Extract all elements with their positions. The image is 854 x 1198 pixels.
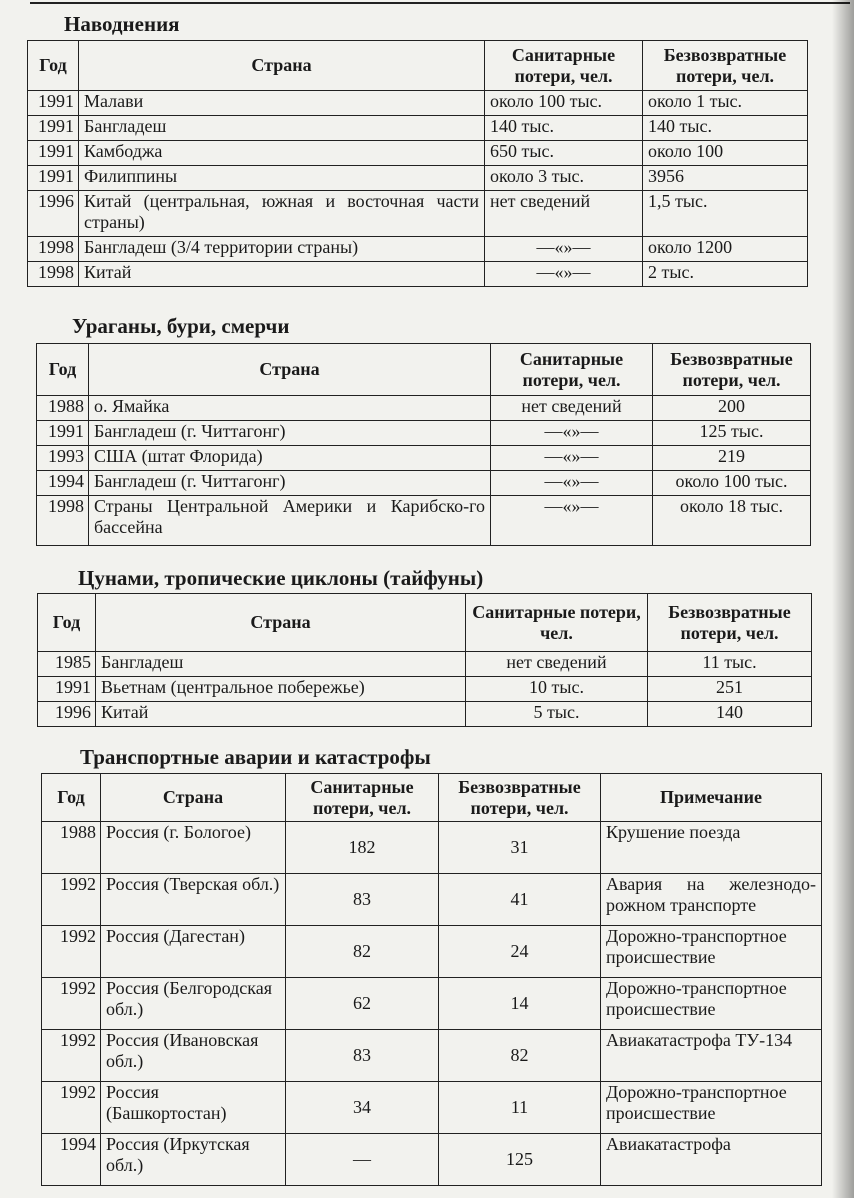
cell-sanitary: нет сведений <box>491 396 653 421</box>
table-row <box>38 652 812 677</box>
cell-fatal: 14 <box>439 978 601 1030</box>
cell-fatal: 140 <box>648 702 812 727</box>
table-row <box>37 471 811 496</box>
header-fatal: Безвозвратные потери, чел. <box>439 774 601 822</box>
cell-sanitary: около 3 тыс. <box>485 166 643 191</box>
cell-year: 1988 <box>42 822 101 874</box>
cell-country: Филиппины <box>79 166 485 191</box>
table-row <box>37 421 811 446</box>
table-transport <box>41 773 822 1186</box>
cell-fatal: около 1200 <box>643 237 808 262</box>
cell-sanitary: —«»— <box>491 421 653 446</box>
cell-sanitary: 83 <box>286 1030 439 1082</box>
section-title-transport: Транспортные аварии и катастрофы <box>80 745 431 769</box>
cell-year: 1992 <box>42 874 101 926</box>
cell-country: Малави <box>79 91 485 116</box>
top-rule <box>30 2 850 4</box>
cell-fatal: 11 <box>439 1082 601 1134</box>
cell-country: Бангладеш (г. Читтагонг) <box>89 471 491 496</box>
header-fatal: Безвозвратные потери, чел. <box>648 594 812 652</box>
cell-year: 1991 <box>28 166 79 191</box>
cell-year: 1993 <box>37 446 89 471</box>
header-fatal: Безвозвратные потери, чел. <box>643 41 808 91</box>
cell-sanitary: 10 тыс. <box>466 677 648 702</box>
cell-sanitary: 82 <box>286 926 439 978</box>
cell-fatal: 219 <box>653 446 811 471</box>
cell-country: Вьетнам (центральное побережье) <box>96 677 466 702</box>
cell-country: Китай <box>96 702 466 727</box>
cell-sanitary: —«»— <box>485 262 643 287</box>
header-year: Год <box>42 774 101 822</box>
cell-year: 1994 <box>37 471 89 496</box>
table-row <box>28 91 808 116</box>
cell-sanitary: —«»— <box>491 496 653 546</box>
header-sanitary: Санитарные потери, чел. <box>466 594 648 652</box>
cell-note: Авиакатастрофа ТУ-134 <box>601 1030 822 1082</box>
cell-year: 1998 <box>28 262 79 287</box>
cell-sanitary: около 100 тыс. <box>485 91 643 116</box>
table-row <box>37 496 811 546</box>
cell-country: Камбоджа <box>79 141 485 166</box>
cell-country: Россия (Тверская обл.) <box>101 874 286 926</box>
table-row <box>28 166 808 191</box>
table-row <box>38 677 812 702</box>
cell-year: 1996 <box>28 191 79 237</box>
cell-country: Россия (Белгородская обл.) <box>101 978 286 1030</box>
table-hurricanes <box>36 343 811 546</box>
table-row <box>42 1082 822 1134</box>
table-row <box>28 141 808 166</box>
cell-fatal: около 100 тыс. <box>653 471 811 496</box>
table-row <box>42 1134 822 1186</box>
table-header-row <box>42 774 822 822</box>
table-tsunami <box>37 593 812 727</box>
table-row <box>37 446 811 471</box>
cell-country: Бангладеш (3/4 территории страны) <box>79 237 485 262</box>
cell-country: Россия (Ивановская обл.) <box>101 1030 286 1082</box>
cell-sanitary: 140 тыс. <box>485 116 643 141</box>
cell-fatal: 2 тыс. <box>643 262 808 287</box>
table-row <box>37 396 811 421</box>
cell-sanitary: 5 тыс. <box>466 702 648 727</box>
cell-sanitary: — <box>286 1134 439 1186</box>
cell-country: Россия (г. Бологое) <box>101 822 286 874</box>
table-header-row <box>28 41 808 91</box>
header-country: Страна <box>96 594 466 652</box>
header-year: Год <box>38 594 96 652</box>
table-row <box>42 874 822 926</box>
cell-year: 1998 <box>37 496 89 546</box>
cell-year: 1991 <box>28 116 79 141</box>
header-sanitary: Санитарные потери, чел. <box>286 774 439 822</box>
cell-sanitary: 182 <box>286 822 439 874</box>
cell-country: Россия (Башкортостан) <box>101 1082 286 1134</box>
page-edge-shadow <box>832 0 854 1198</box>
cell-sanitary: нет сведений <box>466 652 648 677</box>
header-country: Страна <box>79 41 485 91</box>
cell-country: Бангладеш (г. Читтагонг) <box>89 421 491 446</box>
cell-year: 1994 <box>42 1134 101 1186</box>
cell-year: 1991 <box>38 677 96 702</box>
header-year: Год <box>37 344 89 396</box>
section-title-floods: Наводнения <box>64 12 180 36</box>
cell-country: США (штат Флорида) <box>89 446 491 471</box>
cell-fatal: около 1 тыс. <box>643 91 808 116</box>
table-row <box>28 237 808 262</box>
cell-fatal: 125 <box>439 1134 601 1186</box>
cell-sanitary: 62 <box>286 978 439 1030</box>
cell-year: 1991 <box>28 91 79 116</box>
cell-sanitary: нет сведений <box>485 191 643 237</box>
cell-note: Авария на железнодо-рожном транспорте <box>601 874 822 926</box>
cell-year: 1996 <box>38 702 96 727</box>
cell-fatal: 1,5 тыс. <box>643 191 808 237</box>
header-sanitary: Санитарные потери, чел. <box>485 41 643 91</box>
cell-sanitary: 34 <box>286 1082 439 1134</box>
cell-country: Россия (Дагестан) <box>101 926 286 978</box>
table-header-row <box>38 594 812 652</box>
cell-fatal: 140 тыс. <box>643 116 808 141</box>
cell-year: 1991 <box>37 421 89 446</box>
cell-country: Бангладеш <box>79 116 485 141</box>
section-title-tsunami: Цунами, тропические циклоны (тайфуны) <box>78 566 484 590</box>
cell-fatal: 11 тыс. <box>648 652 812 677</box>
table-row <box>38 702 812 727</box>
cell-fatal: около 100 <box>643 141 808 166</box>
cell-country: Бангладеш <box>96 652 466 677</box>
cell-year: 1998 <box>28 237 79 262</box>
cell-year: 1985 <box>38 652 96 677</box>
cell-sanitary: —«»— <box>491 471 653 496</box>
cell-fatal: 24 <box>439 926 601 978</box>
cell-fatal: 125 тыс. <box>653 421 811 446</box>
header-sanitary: Санитарные потери, чел. <box>491 344 653 396</box>
header-note: Примечание <box>601 774 822 822</box>
cell-note: Дорожно-транспортное происшествие <box>601 926 822 978</box>
cell-sanitary: 83 <box>286 874 439 926</box>
header-country: Страна <box>89 344 491 396</box>
cell-country: Россия (Иркутская обл.) <box>101 1134 286 1186</box>
cell-note: Крушение поезда <box>601 822 822 874</box>
table-header-row <box>37 344 811 396</box>
cell-year: 1992 <box>42 978 101 1030</box>
header-year: Год <box>28 41 79 91</box>
cell-country: о. Ямайка <box>89 396 491 421</box>
cell-country: Страны Центральной Америки и Карибско-го бассейна <box>89 496 491 546</box>
header-fatal: Безвозвратные потери, чел. <box>653 344 811 396</box>
cell-sanitary: —«»— <box>491 446 653 471</box>
table-row <box>28 116 808 141</box>
cell-sanitary: —«»— <box>485 237 643 262</box>
cell-year: 1991 <box>28 141 79 166</box>
header-country: Страна <box>101 774 286 822</box>
cell-fatal: 31 <box>439 822 601 874</box>
cell-year: 1992 <box>42 926 101 978</box>
table-row <box>42 978 822 1030</box>
cell-fatal: 200 <box>653 396 811 421</box>
table-row <box>28 191 808 237</box>
table-row <box>28 262 808 287</box>
cell-country: Китай <box>79 262 485 287</box>
cell-fatal: 41 <box>439 874 601 926</box>
cell-fatal: около 18 тыс. <box>653 496 811 546</box>
section-title-hurricanes: Ураганы, бури, смерчи <box>72 314 290 338</box>
table-floods <box>27 40 808 287</box>
table-row <box>42 926 822 978</box>
cell-note: Дорожно-транспортное происшествие <box>601 978 822 1030</box>
cell-year: 1992 <box>42 1030 101 1082</box>
cell-note: Дорожно-транспортное происшествие <box>601 1082 822 1134</box>
cell-fatal: 3956 <box>643 166 808 191</box>
table-row <box>42 822 822 874</box>
cell-country: Китай (центральная, южная и восточная части страны) <box>79 191 485 237</box>
cell-fatal: 82 <box>439 1030 601 1082</box>
cell-sanitary: 650 тыс. <box>485 141 643 166</box>
cell-year: 1992 <box>42 1082 101 1134</box>
cell-year: 1988 <box>37 396 89 421</box>
cell-note: Авиакатастрофа <box>601 1134 822 1186</box>
cell-fatal: 251 <box>648 677 812 702</box>
table-row <box>42 1030 822 1082</box>
